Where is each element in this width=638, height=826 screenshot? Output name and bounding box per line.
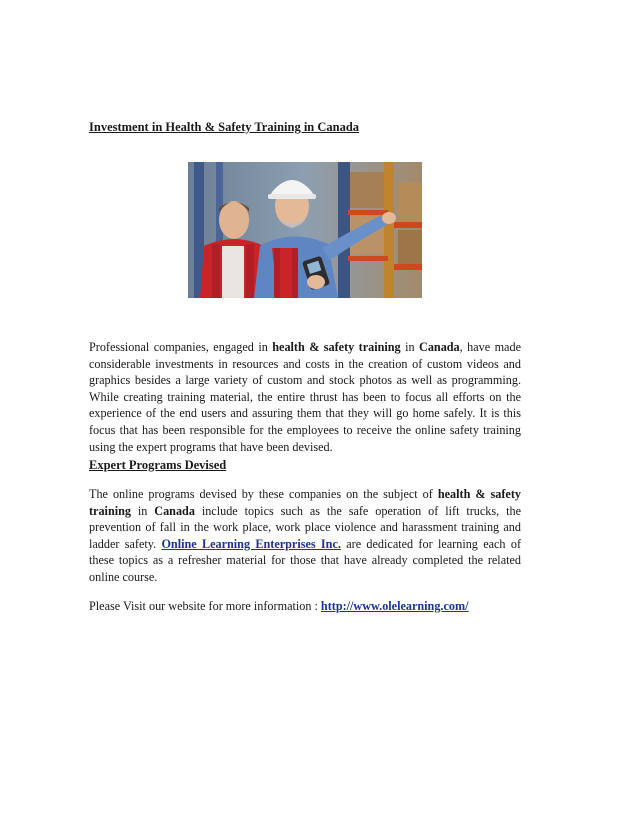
warehouse-workers-photo [188, 162, 422, 298]
website-link[interactable]: http://www.olelearning.com/ [320, 599, 469, 613]
section-heading: Expert Programs Devised [89, 458, 227, 472]
programs-paragraph: The online programs devised by these companies on the subject of health & safety training in Canada include topics such as the safe operation of lift trucks, the prevention of fall in the work place, work place violence and harassment training and ladder safety. Online Learning Enterprises Inc. are dedicated for learning each of these topics as a refresher material for those that have already completed the related online course. [89, 487, 521, 584]
document-title: Investment in Health & Safety Training in Canada [89, 120, 360, 134]
intro-paragraph: Professional companies, engaged in health & safety training in Canada, have made considerable investments in resources and costs in the creation of custom videos and graphics besides a large variety of custom and stock photos as well as programming. While creating training material, the entire thrust has been to focus all efforts on the experience of the end users and assuring them that they will go home safely. It is this focus that has been responsible for the employees to receive the online safety training using the expert programs that have been devised. [89, 340, 521, 454]
company-link[interactable]: Online Learning Enterprises Inc. [161, 536, 341, 551]
visit-paragraph: Please Visit our website for more information : http://www.olelearning.com/ [89, 599, 469, 613]
